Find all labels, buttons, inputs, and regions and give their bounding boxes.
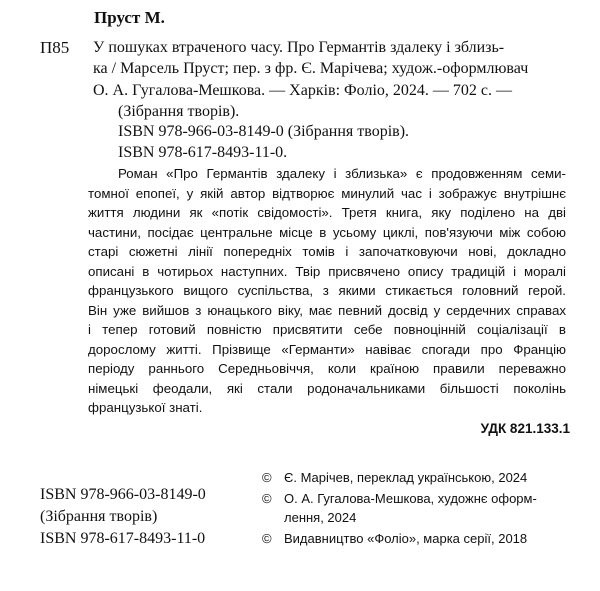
copyright-icon: © bbox=[262, 491, 272, 506]
annotation-line: французької знаті. bbox=[88, 400, 203, 415]
annotation-line: старі сюжетні лінії попередніх томів і започатковуючи нові, докладно bbox=[88, 244, 566, 259]
annotation-line: дорослому житті. Прізвище «Германти» навіває спогади про Францію bbox=[88, 341, 566, 357]
bib-line: ка / Марсель Пруст; пер. з фр. Є. Марічева; худож.-оформлювач bbox=[93, 60, 529, 78]
annotation-line: і тепер готовий повністю присвятити себе повноцінній соціалізації в bbox=[88, 322, 566, 337]
udk-code: УДК 821.133.1 bbox=[480, 421, 570, 436]
bib-line: О. А. Гугалова-Мешкова. — Харків: Фоліо, 2024. — 702 с. — bbox=[93, 81, 512, 99]
annotation-line: життя людини як «потік свідомості». Третя книга, яку поділено на дві bbox=[88, 205, 566, 220]
isbn-top-2: ISBN 978-617-8493-11-0. bbox=[118, 144, 288, 161]
bibliographic-description bbox=[93, 37, 573, 122]
bib-line: У пошуках втраченого часу. Про Германтів здалеку і зблизь- bbox=[93, 39, 505, 56]
annotation-line: частини, посідає центральне місце в усьому циклі, пов'язуючи між собою bbox=[88, 224, 566, 240]
annotation bbox=[88, 164, 566, 418]
annotation-line: Роман «Про Германтів здалеку і зблизька» є продовженням семи- bbox=[118, 166, 566, 181]
annotation-line: описані в чотирьох наступних. Твір присвячено опису традицій і моралі bbox=[88, 263, 566, 279]
annotation-line: томної епопеї, у якій автор відтворює минулий час і зображує внутрішнє bbox=[88, 185, 566, 201]
copyright-text: Є. Марічев, переклад українською, 2024 bbox=[284, 470, 528, 485]
annotation-line: німецькі феодали, які стали родоначальниками більшості поколінь bbox=[88, 380, 566, 396]
annotation-line: французького вищого суспільства, з якими стикається головний герой. bbox=[88, 283, 566, 298]
isbn-top-1: ISBN 978-966-03-8149-0 (Зібрання творів). bbox=[118, 123, 410, 140]
annotation-line: Він уже вийшов з юнацького віку, має певний досвід у сердечних справах bbox=[88, 302, 566, 318]
copyright-publisher bbox=[262, 531, 527, 546]
isbn-bottom-3: ISBN 978-617-8493-11-0 bbox=[40, 530, 206, 547]
bib-line: (Зібрання творів). bbox=[118, 102, 240, 120]
annotation-line: періоду раннього Середньовіччя, коли країною правили переважно bbox=[88, 361, 566, 376]
copyright-icon: © bbox=[262, 531, 272, 546]
copyright-translation bbox=[262, 470, 527, 485]
classification-code: П85 bbox=[40, 38, 70, 57]
isbn-bottom-1: ISBN 978-966-03-8149-0 bbox=[40, 486, 206, 503]
copyright-text: Видавництво «Фоліо», марка серії, 2018 bbox=[284, 531, 528, 546]
copyright-text: О. А. Гугалова-Мешкова, художнє оформ- bbox=[284, 491, 537, 506]
author-name: Пруст М. bbox=[94, 8, 165, 27]
copyright-design-continuation: лення, 2024 bbox=[284, 510, 357, 525]
copyright-icon: © bbox=[262, 470, 272, 485]
copyright-design bbox=[262, 491, 537, 506]
isbn-bottom-2: (Зібрання творів) bbox=[40, 508, 158, 525]
